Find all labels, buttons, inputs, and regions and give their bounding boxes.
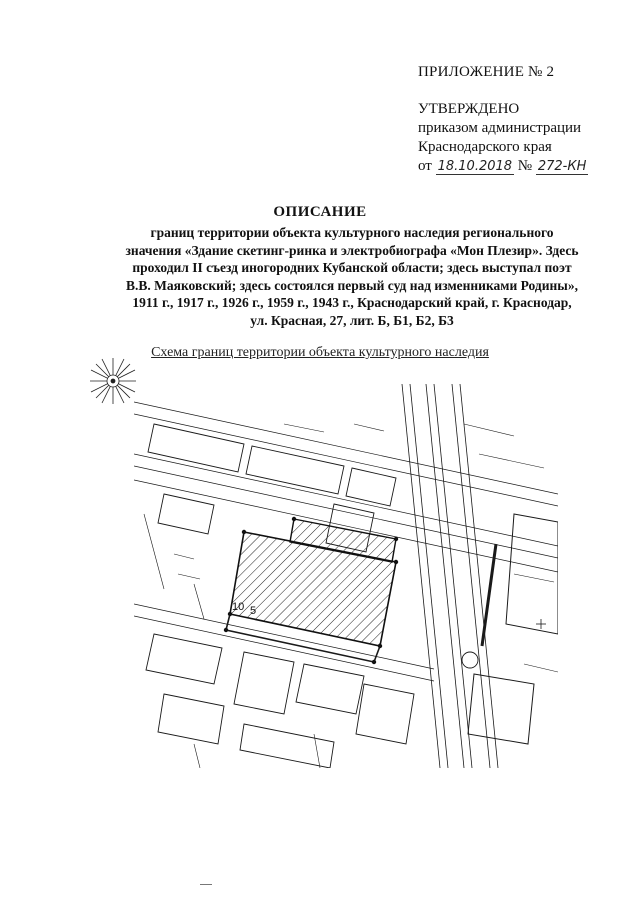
approval-line-2: Краснодарского края (418, 139, 552, 155)
description-line: границ территории объекта культурного наследия регионального (150, 225, 554, 240)
approval-line-1: приказом администрации (418, 120, 582, 136)
map-label: 10 (232, 601, 245, 613)
description-line: проходил II съезд иногородних Кубанской области; здесь выступал поэт (132, 260, 572, 276)
approved-heading: УТВЕРЖДЕНО (418, 101, 520, 117)
description-text (88, 224, 616, 330)
cadastral-map (134, 384, 558, 768)
map-label: 5 (250, 605, 257, 617)
approval-block (418, 100, 588, 176)
description-line: 1911 г., 1917 г., 1926 г., 1959 г., 1943 г., Краснодарский край, г. Краснодар, (132, 295, 572, 311)
approval-number: 272-КН (537, 159, 587, 174)
number-label: № (517, 158, 533, 174)
description-line: значения «Здание скетинг-ринка и электробиографа «Мон Плезир». Здесь (125, 242, 579, 258)
approval-date-line (418, 157, 588, 176)
scan-mark (200, 884, 212, 885)
description-line: ул. Красная, 27, лит. Б, Б1, Б2, Б3 (250, 312, 454, 328)
appendix-label: ПРИЛОЖЕНИЕ № 2 (418, 64, 555, 80)
scheme-caption: Схема границ территории объекта культурного наследия (151, 345, 489, 360)
description-line: В.В. Маяковский; здесь состоялся первый суд над изменниками Родины», (126, 277, 578, 293)
compass-icon (88, 356, 138, 406)
document-title: ОПИСАНИЕ (273, 204, 367, 220)
from-label: от (418, 158, 432, 174)
approval-date: 18.10.2018 (437, 159, 513, 174)
